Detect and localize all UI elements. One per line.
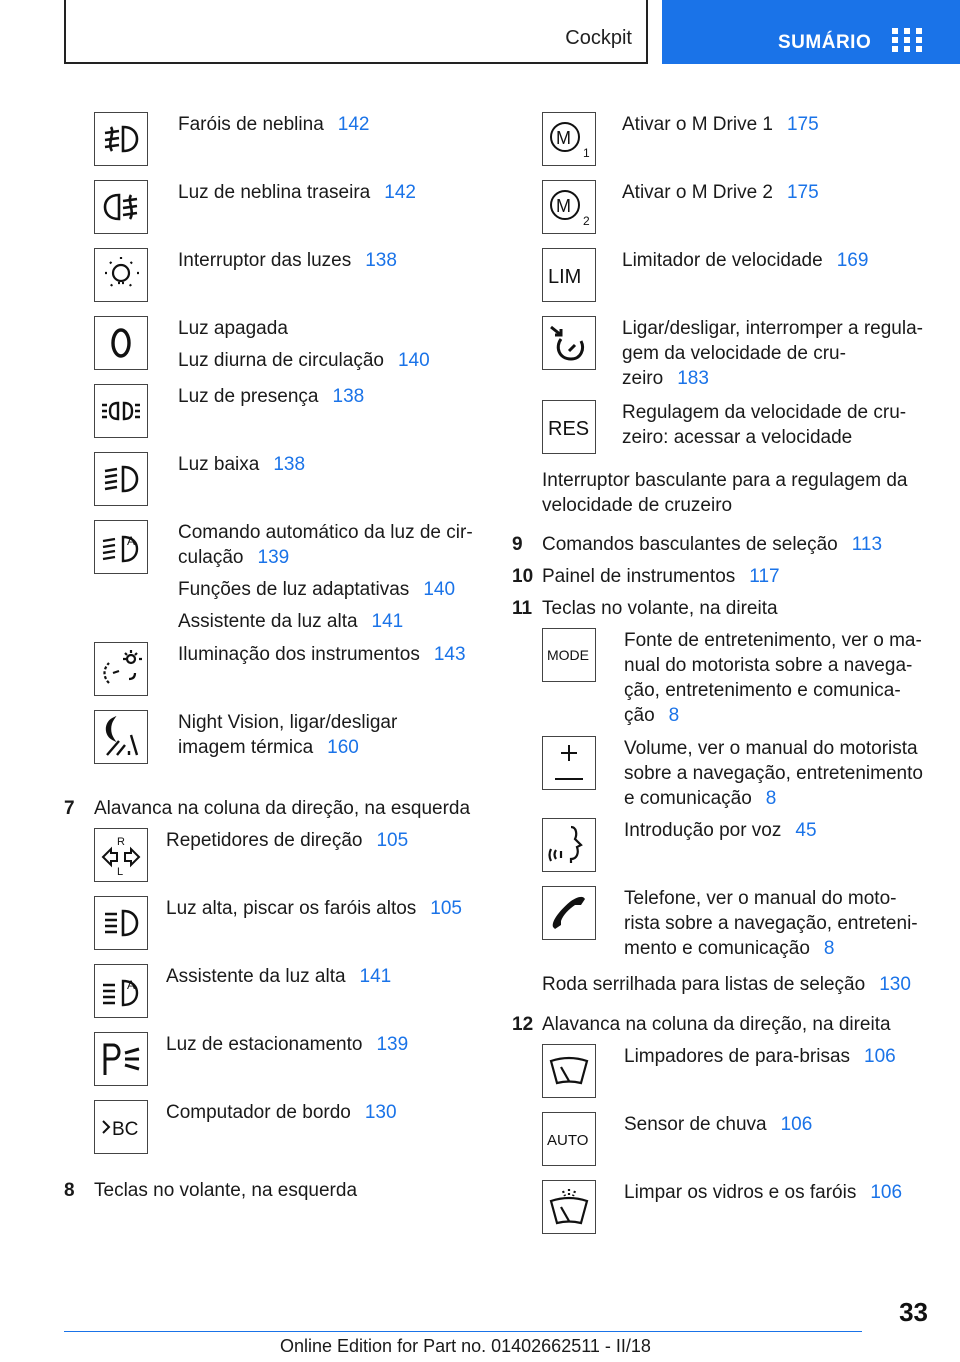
rear-fog-light-icon [94, 180, 148, 234]
page-ref-link[interactable]: 138 [273, 454, 306, 475]
list-item [542, 1044, 932, 1112]
item-label: Limpar os vidros e os faróis [624, 1182, 857, 1203]
grid-menu-icon [892, 28, 922, 52]
item-label: Limpadores de para-brisas [624, 1046, 851, 1067]
knurled-text: Roda serrilhada para listas de seleção 130 [542, 974, 911, 995]
m-drive-2-icon [542, 180, 596, 234]
svg-text:BC: BC [112, 1119, 139, 1140]
item-label: Interruptor das luzes [178, 250, 352, 271]
board-computer-icon [94, 1100, 148, 1154]
item-label: Luz alta, piscar os faróis altos [166, 898, 417, 919]
list-item [542, 886, 932, 972]
page-ref-link[interactable]: 8 [765, 788, 777, 809]
list-item [542, 1112, 932, 1180]
svg-text:L: L [117, 866, 124, 877]
item-label: Sensor de chuva [624, 1114, 767, 1135]
lights-off-icon [94, 316, 148, 370]
low-beam-icon [94, 452, 148, 506]
page-ref-link[interactable]: 175 [786, 182, 819, 203]
page-ref-link[interactable]: 8 [823, 938, 835, 959]
page-ref-link[interactable]: 105 [376, 830, 409, 851]
mode-icon [542, 628, 596, 682]
auto-headlight-icon [94, 520, 148, 574]
washer-icon [542, 1180, 596, 1234]
list-item [542, 628, 932, 736]
page-ref-link[interactable]: 169 [836, 250, 869, 271]
list-item [542, 180, 932, 248]
list-item [94, 112, 474, 180]
svg-text:M: M [556, 128, 571, 148]
volume-icon [542, 736, 596, 790]
page-ref-link[interactable]: 8 [668, 705, 680, 726]
list-heading-9: 9 Comandos basculantes de seleção 113 [512, 534, 883, 555]
summary-label: SUMÁRIO [778, 32, 872, 53]
item-label: Ligar/desligar, interromper a regula-gem da velocidade de cru-zeiro [622, 318, 923, 389]
wiper-icon [542, 1044, 596, 1098]
list-item [542, 112, 932, 180]
page-ref-link[interactable]: 113 [851, 534, 883, 555]
list-item [94, 642, 474, 710]
list-item [94, 1032, 474, 1100]
item-label: Comando automático da luz de cir-culação [178, 522, 473, 568]
list-item [542, 316, 932, 400]
svg-text:M: M [556, 196, 571, 216]
item-label: Ativar o M Drive 2 [622, 182, 773, 203]
svg-text:A: A [127, 978, 136, 992]
list-heading-11: 11 Teclas no volante, na direita [512, 598, 778, 619]
phone-icon [542, 886, 596, 940]
page-ref-link[interactable]: 141 [371, 611, 404, 632]
section-title: Cockpit [565, 27, 632, 49]
list-item [94, 828, 474, 896]
cruise-control-icon [542, 316, 596, 370]
night-vision-icon [94, 710, 148, 764]
header-section-tab [64, 0, 648, 64]
lim-icon [542, 248, 596, 302]
item-label: Luz de neblina traseira [178, 182, 371, 203]
voice-input-icon [542, 818, 596, 872]
list-item [94, 520, 474, 642]
list-item [94, 180, 474, 248]
list-item [94, 1100, 474, 1178]
item-label: Fonte de entretenimento, ver o ma-nual do motorista sobre a navega-ção, entretenimento e comunica-ção [624, 630, 922, 726]
page-ref-link[interactable]: 130 [364, 1102, 397, 1123]
item-label: Assistente da luz alta [178, 611, 358, 632]
item-label: Ativar o M Drive 1 [622, 114, 773, 135]
item-label: Luz apagada [178, 318, 288, 339]
list-item [94, 710, 474, 796]
item-label: Introdução por voz [624, 820, 782, 841]
item-label: Night Vision, ligar/desligar imagem térmica [178, 712, 398, 758]
svg-text:AUTO: AUTO [547, 1132, 589, 1149]
list-item [94, 316, 474, 384]
page-ref-link[interactable]: 106 [780, 1114, 813, 1135]
item-label: Regulagem da velocidade de cru-zeiro: acessar a velocidade [622, 402, 907, 448]
footer-divider [64, 1331, 862, 1332]
page-ref-link[interactable]: 142 [337, 114, 370, 135]
list-item [542, 248, 932, 316]
page-ref-link[interactable]: 175 [786, 114, 819, 135]
list-item [542, 736, 932, 818]
page-ref-link[interactable]: 138 [365, 250, 397, 271]
item-label: Luz diurna de circulação [178, 350, 384, 371]
item-label: Volume, ver o manual do motorista sobre a navegação, entretenimento e comunicação [624, 738, 923, 809]
light-switch-icon [94, 248, 148, 302]
item-label: Limitador de velocidade [622, 250, 823, 271]
item-label: Luz baixa [178, 454, 260, 475]
svg-text:A: A [127, 534, 136, 548]
svg-text:LIM: LIM [548, 266, 582, 288]
svg-text:2: 2 [583, 214, 590, 228]
list-heading-7: 7 Alavanca na coluna da direção, na esquerda [64, 798, 471, 819]
page-ref-link[interactable]: 183 [677, 368, 709, 389]
page-ref-link[interactable]: 140 [423, 579, 456, 600]
list-item [94, 964, 474, 1032]
item-label: Faróis de neblina [178, 114, 324, 135]
high-beam-assistant-icon [94, 964, 148, 1018]
list-heading-12: 12 Alavanca na coluna da direção, na direita [512, 1014, 891, 1035]
summary-button[interactable] [662, 0, 960, 64]
turn-signal-icon [94, 828, 148, 882]
item-label: Luz de estacionamento [166, 1034, 363, 1055]
high-beam-icon [94, 896, 148, 950]
left-column [64, 112, 474, 1203]
right-column [512, 112, 932, 1248]
instrument-lighting-icon [94, 642, 148, 696]
page-number: 33 [899, 1297, 928, 1327]
item-label: Telefone, ver o manual do moto-rista sobre a navegação, entreteni-mento e comunicação [624, 888, 918, 959]
item-label: Iluminação dos instrumentos [178, 644, 420, 665]
page-ref-link[interactable]: 139 [376, 1034, 409, 1055]
fog-lights-icon [94, 112, 148, 166]
page-ref-link[interactable]: 45 [795, 820, 817, 841]
page-ref-link[interactable]: 143 [433, 644, 466, 665]
page-ref-link[interactable]: 106 [864, 1046, 896, 1067]
svg-text:MODE: MODE [547, 647, 589, 663]
svg-text:1: 1 [583, 146, 590, 160]
rain-sensor-icon [542, 1112, 596, 1166]
svg-text:R: R [117, 836, 125, 848]
svg-text:RES: RES [548, 418, 590, 440]
page-ref-link[interactable]: 142 [384, 182, 416, 203]
edition-text: Online Edition for Part no. 01402662511 - II/18 [280, 1336, 651, 1356]
page-ref-link[interactable]: 105 [430, 898, 462, 919]
item-label: Funções de luz adaptativas [178, 579, 410, 600]
res-icon [542, 400, 596, 454]
page-ref-link[interactable]: 140 [397, 350, 430, 371]
list-item [542, 818, 932, 886]
list-heading-10: 10 Painel de instrumentos 117 [512, 566, 780, 587]
list-heading-8: 8 Teclas no volante, na esquerda [64, 1180, 358, 1201]
list-item [542, 400, 932, 468]
list-item [94, 896, 474, 964]
page-ref-link[interactable]: 138 [332, 386, 365, 407]
list-item [94, 384, 474, 452]
item-label: Computador de bordo [166, 1102, 351, 1123]
page-ref-link[interactable]: 139 [257, 547, 290, 568]
list-item [94, 248, 474, 316]
list-item [542, 1180, 932, 1248]
page-ref-link[interactable]: 130 [879, 974, 911, 995]
page-ref-link[interactable]: 141 [359, 966, 392, 987]
list-item [94, 452, 474, 520]
item-label: Assistente da luz alta [166, 966, 346, 987]
item-label: Luz de presença [178, 386, 319, 407]
item-label: Repetidores de direção [166, 830, 363, 851]
page-ref-link[interactable]: 117 [749, 566, 780, 587]
page-ref-link[interactable]: 106 [870, 1182, 903, 1203]
rocker-text: Interruptor basculante para a regulagem da velocidade de cruzeiro [542, 470, 908, 516]
page-ref-link[interactable]: 160 [327, 737, 359, 758]
parking-light-icon [94, 1032, 148, 1086]
m-drive-1-icon [542, 112, 596, 166]
parking-lights-icon [94, 384, 148, 438]
